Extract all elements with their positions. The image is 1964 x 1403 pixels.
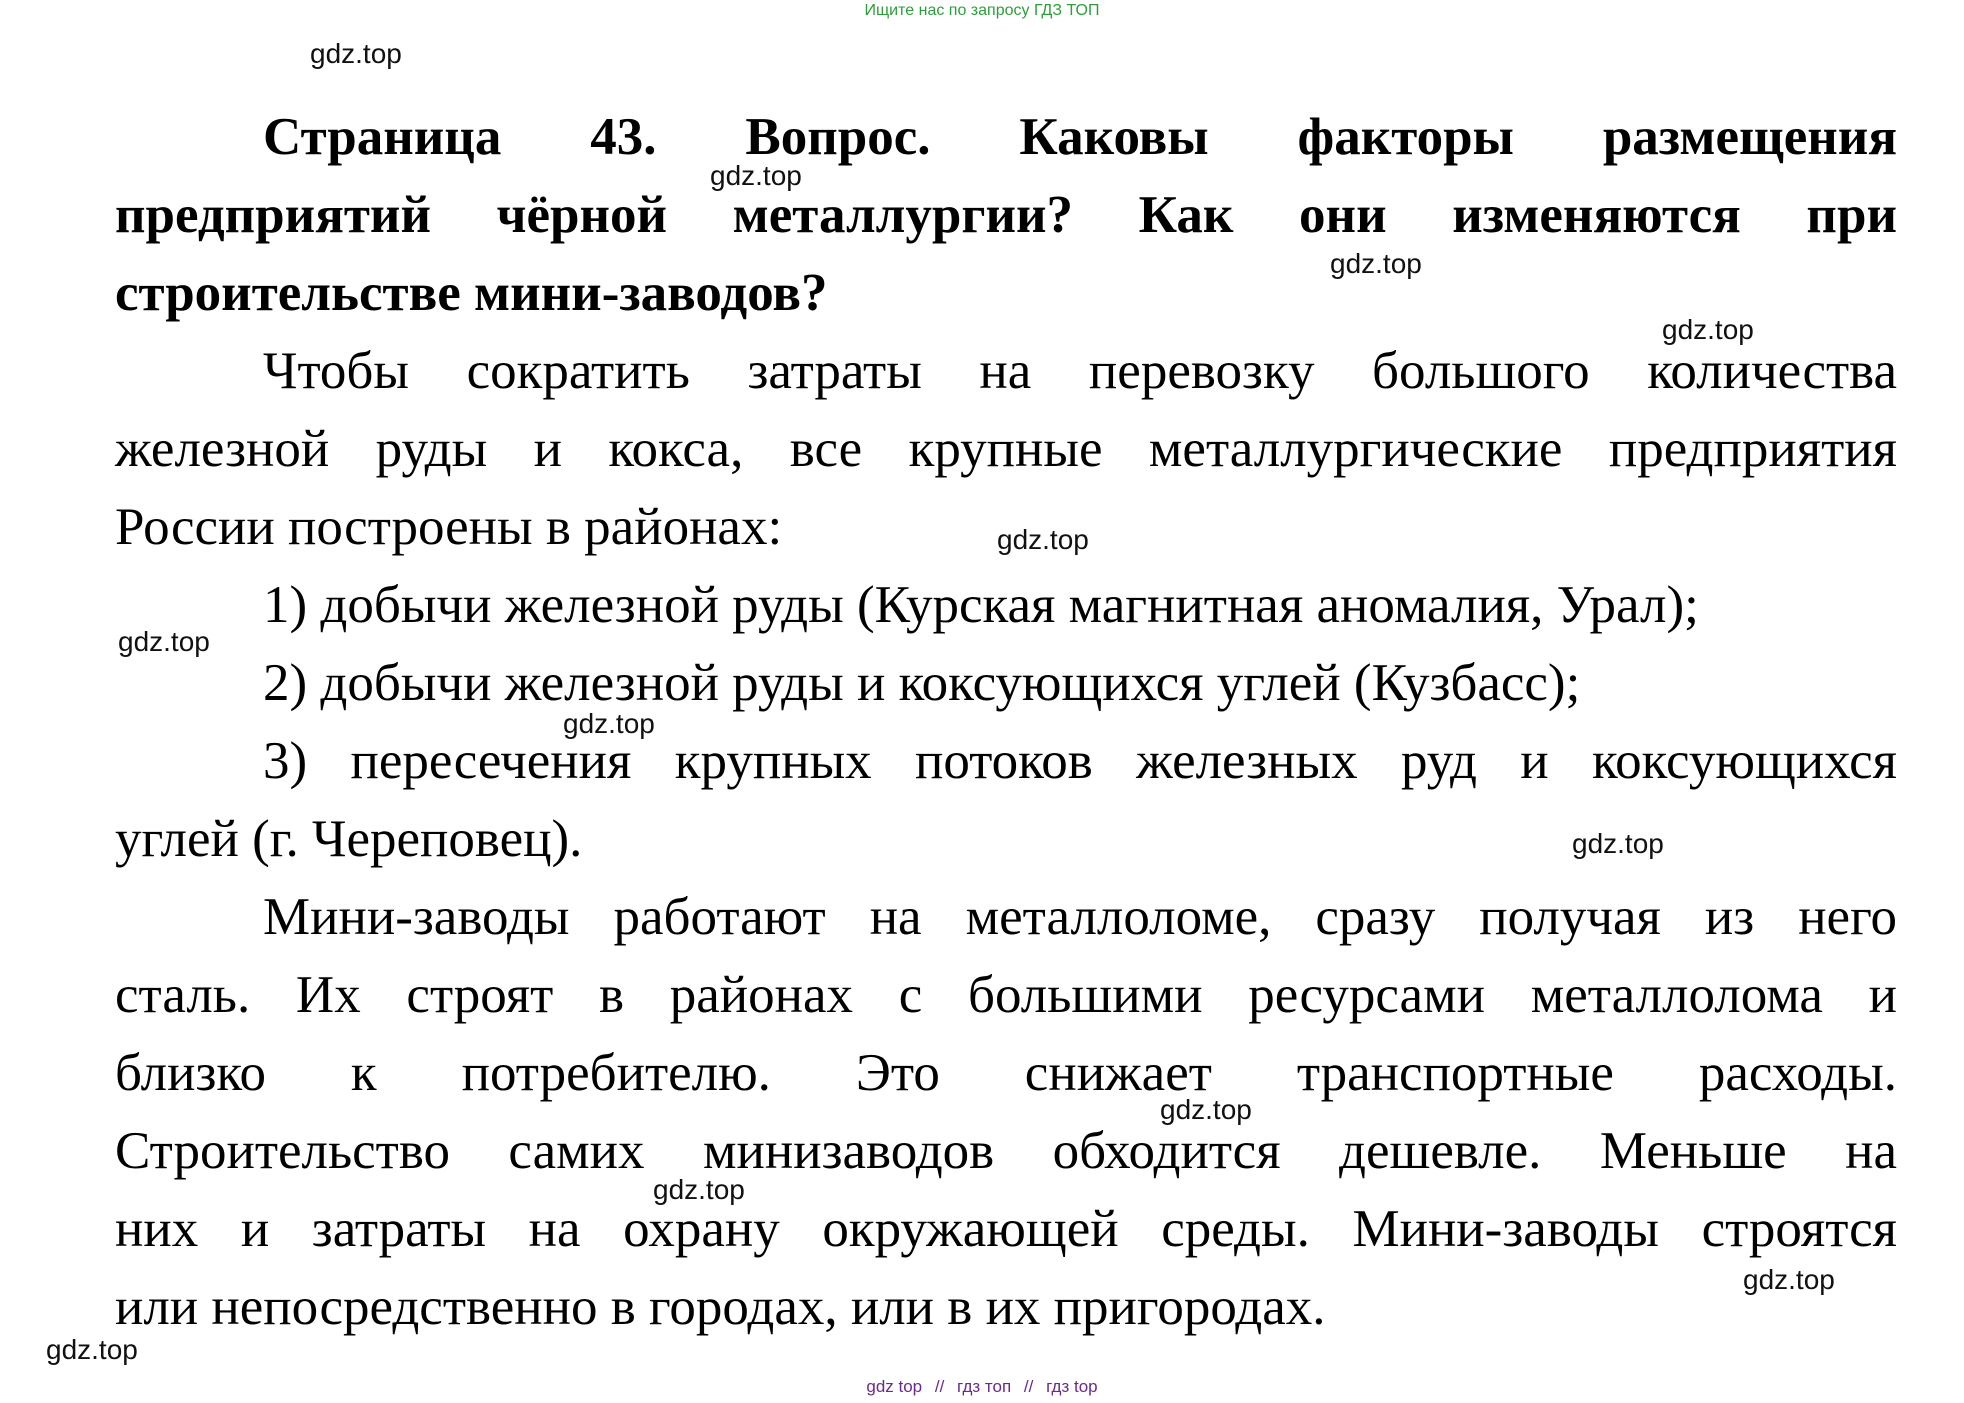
footer-links (0, 1377, 1964, 1397)
footer-link[interactable]: gdz top (866, 1377, 923, 1396)
list-item: 2) добычи железной руды и коксующихся углей (Кузбасс); (263, 654, 1581, 712)
watermark: gdz.top (1743, 1264, 1835, 1295)
question-heading (115, 98, 1897, 332)
footer-link[interactable]: гдз топ (957, 1377, 1012, 1396)
footer-link[interactable]: гдз top (1046, 1377, 1098, 1396)
footer-separator: // (1023, 1377, 1034, 1396)
text-line: или непосредственно в городах, или в их пригородах. (115, 1278, 1326, 1336)
text-line: сталь. Их строят в районах с большими ресурсами металлолома и (115, 966, 1897, 1024)
watermark: gdz.top (310, 38, 402, 69)
text-line: Чтобы сократить затраты на перевозку большого количества (263, 342, 1897, 400)
watermark: gdz.top (1572, 828, 1664, 859)
document-body (115, 98, 1897, 1346)
watermark: gdz.top (1330, 248, 1422, 279)
watermark: gdz.top (1662, 314, 1754, 345)
watermark: gdz.top (563, 708, 655, 739)
watermark: gdz.top (710, 160, 802, 191)
watermark: gdz.top (653, 1174, 745, 1205)
text-line: них и затраты на охрану окружающей среды. Мини-заводы строятся (115, 1200, 1897, 1258)
paragraph-2 (115, 878, 1897, 1346)
watermark: gdz.top (118, 626, 210, 657)
top-banner: Ищите нас по запросу ГДЗ ТОП (864, 2, 1100, 19)
text-line: Мини-заводы работают на металлоломе, сразу получая из него (263, 888, 1897, 946)
footer-separator: // (934, 1377, 945, 1396)
text-line: железной руды и кокса, все крупные металлургические предприятия (115, 420, 1897, 478)
heading-line: Страница 43. Вопрос. Каковы факторы размещения (263, 108, 1897, 166)
list-item: 3) пересечения крупных потоков железных руд и коксующихся (263, 732, 1897, 790)
watermark: gdz.top (46, 1334, 138, 1365)
list-item-continuation: углей (г. Череповец). (115, 810, 583, 868)
watermark: gdz.top (1160, 1094, 1252, 1125)
heading-line: строительстве мини-заводов? (115, 264, 828, 322)
list-item: 1) добычи железной руды (Курская магнитная аномалия, Урал); (263, 576, 1699, 634)
text-line: Строительство самих минизаводов обходится дешевле. Меньше на (115, 1122, 1897, 1180)
watermark: gdz.top (997, 524, 1089, 555)
heading-line: предприятий чёрной металлургии? Как они изменяются при (115, 186, 1897, 244)
text-line: России построены в районах: (115, 498, 783, 556)
text-line: близко к потребителю. Это снижает транспортные расходы. (115, 1044, 1897, 1102)
